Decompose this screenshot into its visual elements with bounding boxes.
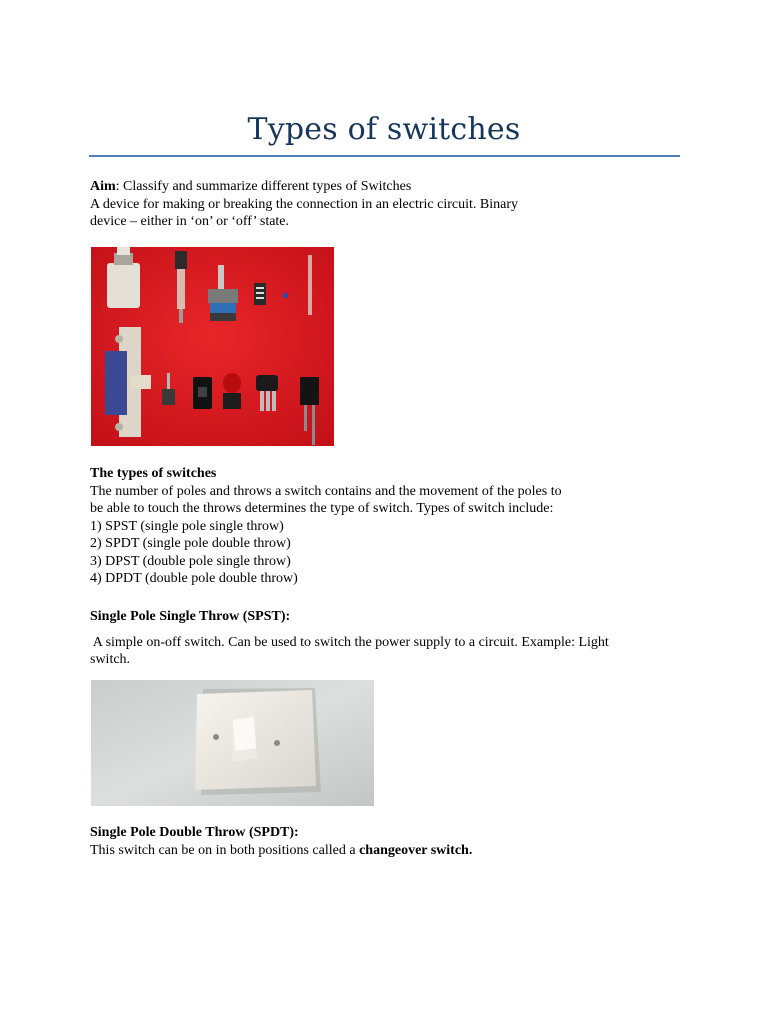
types-line-5: 3) DPST (double pole single throw) xyxy=(90,553,291,569)
types-line-4: 2) SPDT (single pole double throw) xyxy=(90,536,291,551)
spdt-section xyxy=(90,824,472,859)
spdt-bold-text: changeover switch. xyxy=(359,842,473,858)
aim-paragraph xyxy=(90,178,518,231)
spst-line-1: A simple on-off switch. Can be used to switch the power supply to a circuit. Example: Light xyxy=(90,634,609,650)
types-section xyxy=(90,465,562,588)
types-line-6: 4) DPDT (double pole double throw) xyxy=(90,571,298,586)
definition-line-2: device – either in ‘on’ or ‘off’ state. xyxy=(90,214,290,229)
aim-label: Aim xyxy=(90,179,116,194)
spdt-text: This switch can be on in both positions called a xyxy=(90,842,360,858)
types-line-3: 1) SPST (single pole single throw) xyxy=(90,518,284,534)
types-heading: The types of switches xyxy=(90,466,217,481)
spst-section xyxy=(90,608,609,669)
types-line-2: be able to touch the throws determines the type of switch. Types of switch include: xyxy=(90,501,554,516)
page-title: Types of switches xyxy=(247,112,521,147)
light-switch-photo xyxy=(91,680,374,806)
title-divider xyxy=(89,155,680,157)
spst-heading: Single Pole Single Throw (SPST): xyxy=(90,609,291,624)
aim-line xyxy=(90,178,518,196)
spst-line-2: switch. xyxy=(90,652,131,667)
spdt-line xyxy=(90,842,472,860)
aim-text: : Classify and summarize different types of Switches xyxy=(115,179,412,194)
types-line-1: The number of poles and throws a switch contains and the movement of the poles to xyxy=(90,483,562,499)
definition-line-1: A device for making or breaking the connection in an electric circuit. Binary xyxy=(90,196,519,212)
spdt-heading: Single Pole Double Throw (SPDT): xyxy=(90,825,299,840)
switches-board-photo xyxy=(91,247,334,446)
